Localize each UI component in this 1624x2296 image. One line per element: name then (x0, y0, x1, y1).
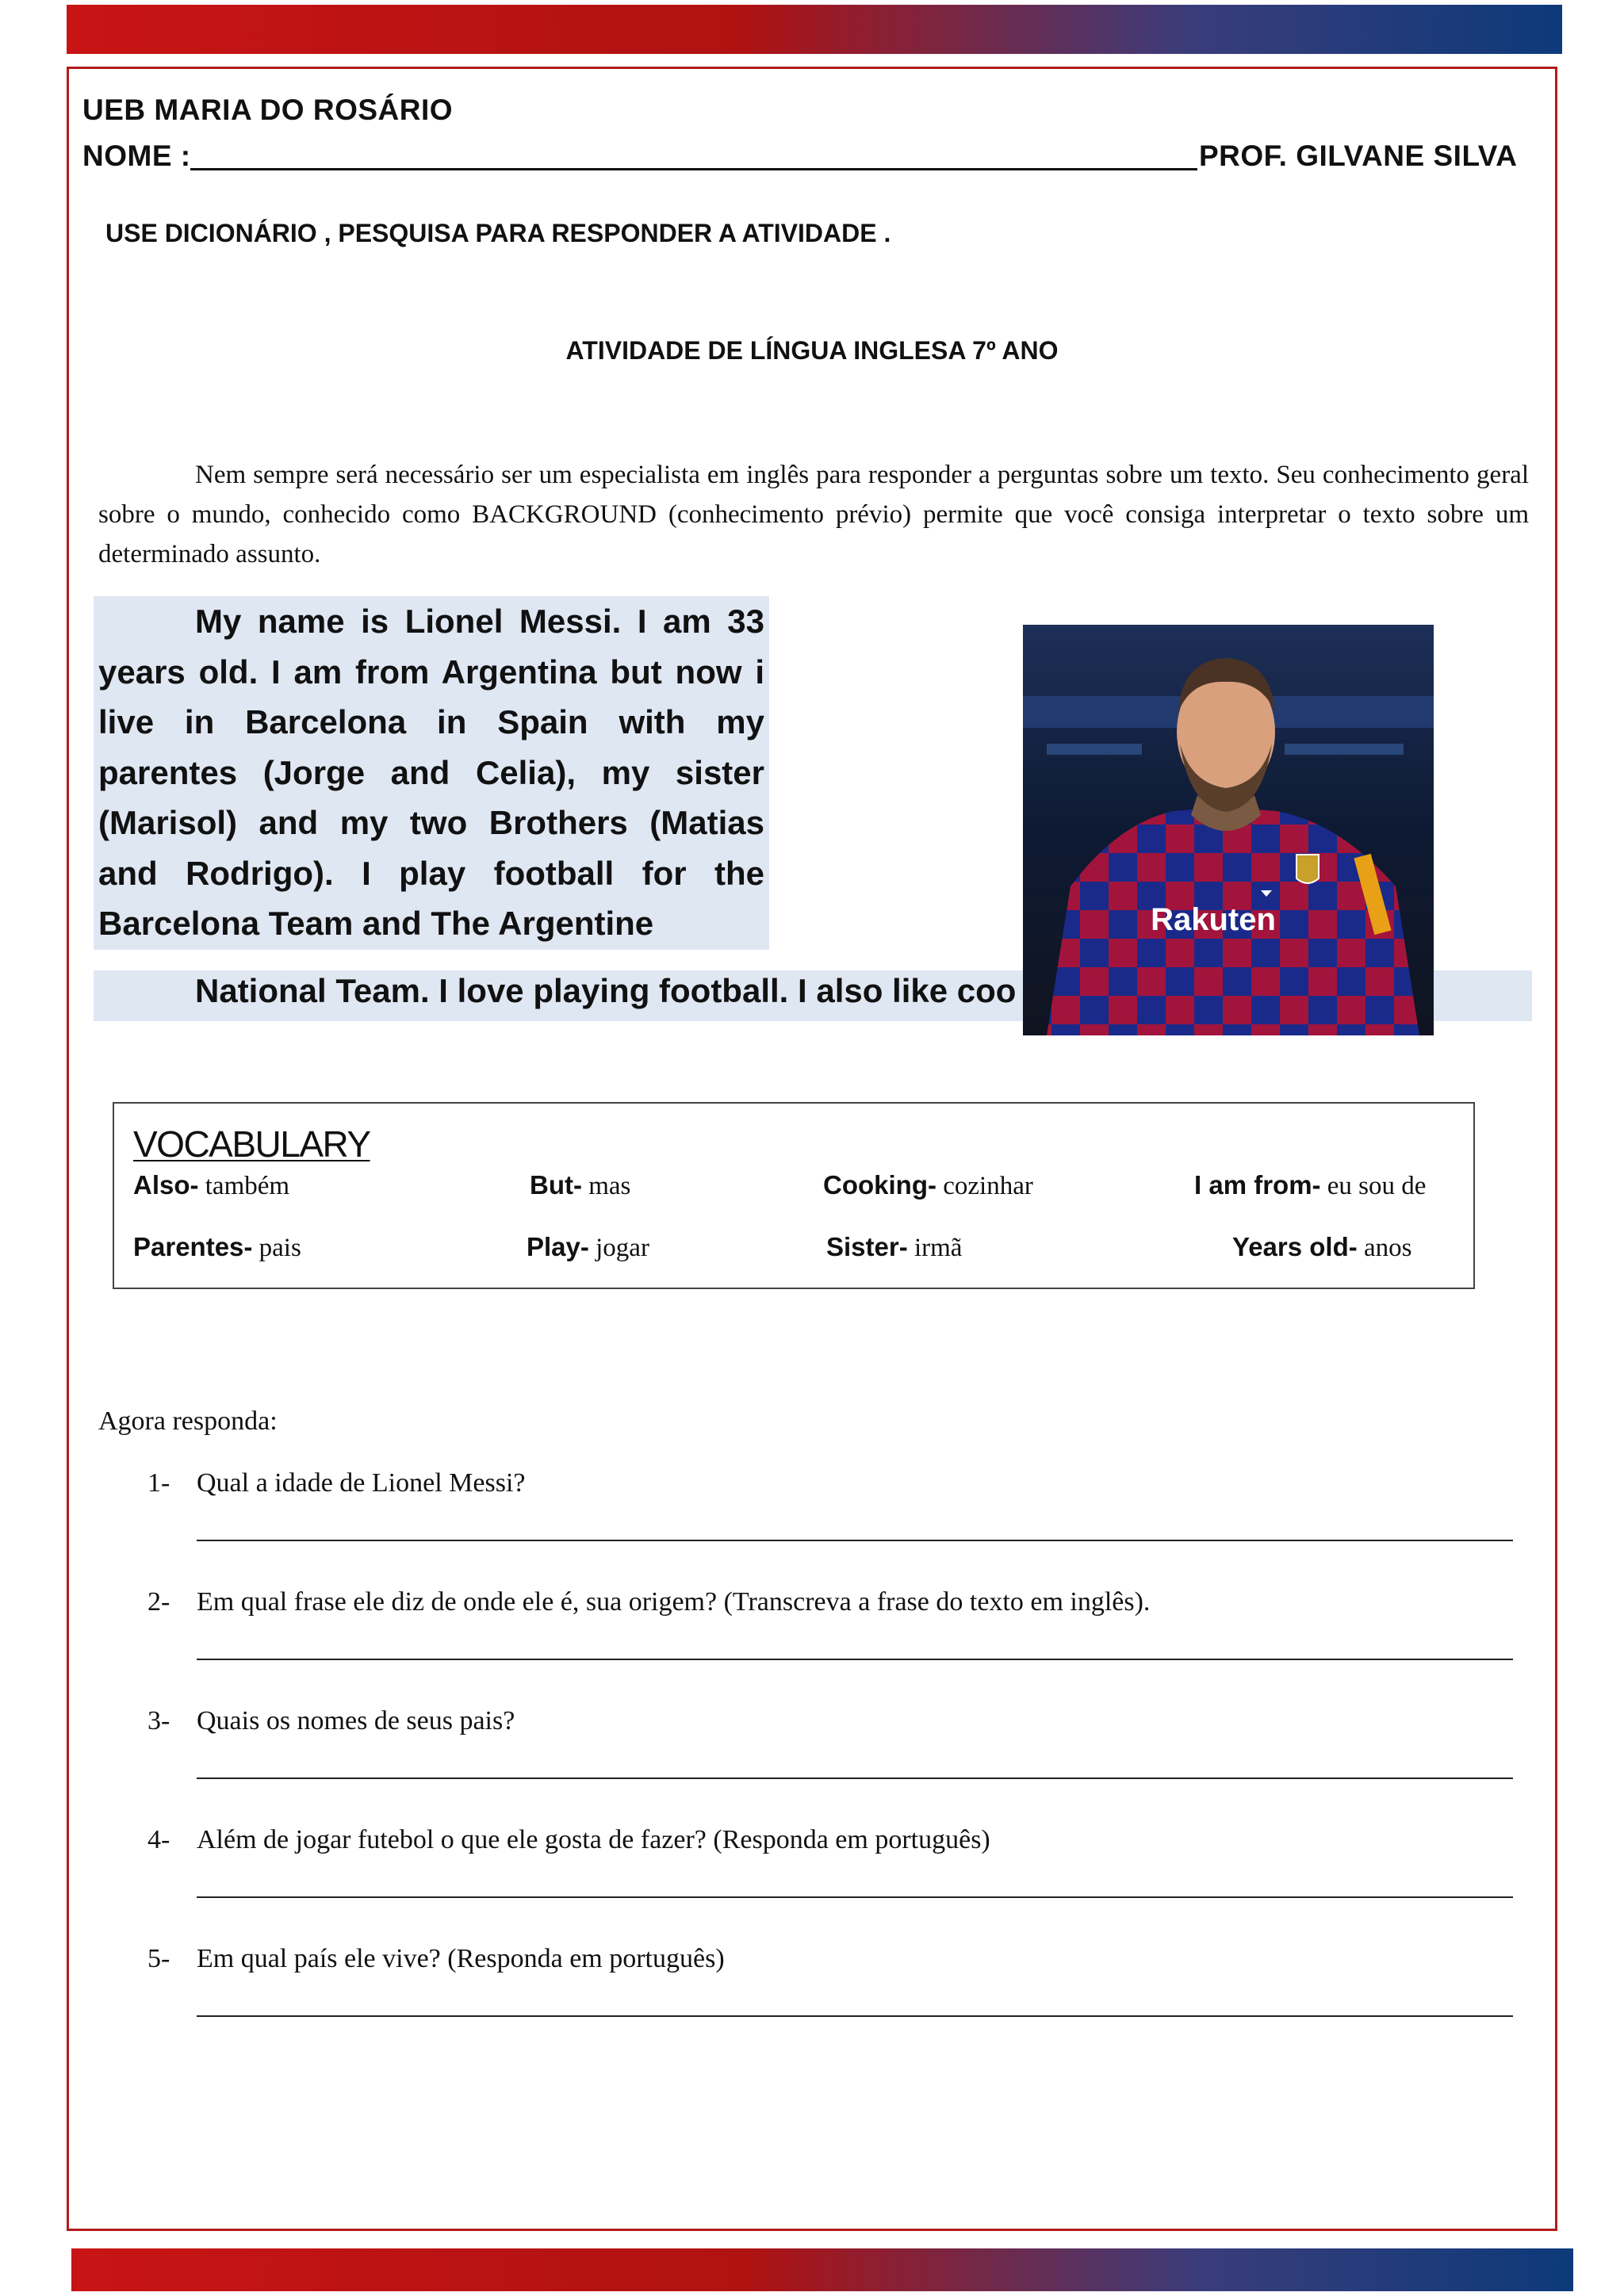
bottom-banner (71, 2248, 1573, 2291)
answer-line-1[interactable] (197, 1540, 1513, 1541)
story-continuation: National Team. I love playing football. I also like coo (195, 972, 1017, 1009)
vocab-item: Years old- anos (1232, 1232, 1412, 1262)
vocabulary-title: VOCABULARY (133, 1123, 370, 1165)
name-input-line[interactable] (190, 168, 1197, 170)
answer-line-2[interactable] (197, 1659, 1513, 1660)
questions-prompt: Agora responda: (98, 1406, 278, 1436)
vocab-item: I am from- eu sou de (1194, 1170, 1427, 1200)
vocab-item: But- mas (530, 1170, 631, 1200)
top-banner (67, 5, 1562, 54)
vocab-item: Play- jogar (527, 1232, 649, 1262)
page-title: ATIVIDADE DE LÍNGUA INGLESA 7º ANO (565, 336, 1059, 365)
vocabulary-box (113, 1102, 1475, 1289)
vocab-item: Parentes- pais (133, 1232, 301, 1262)
intro-paragraph: Nem sempre será necessário ser um especialista em inglês para responder a perguntas sobre um texto. Seu conhecimento geral sobre o mundo, conhecido como BACKGROUND (conhecimento prévio) permite que você consiga interpretar o texto sobre um determinado assunto. (98, 461, 1529, 568)
teacher-name: PROF. GILVANE SILVA (1199, 140, 1518, 172)
vocab-item: Sister- irmã (826, 1232, 963, 1262)
answer-line-5[interactable] (197, 2015, 1513, 2017)
name-label: NOME : (82, 140, 191, 172)
school-name: UEB MARIA DO ROSÁRIO (82, 94, 454, 126)
story-paragraph: My name is Lionel Messi. I am 33 years old. I am from Argentina but now i live in Barcelona in Spain with my parentes (Jorge and Celia), my sister (Marisol) and my two Brothers (Matias and Rodrigo). I play football for the Barcelona Team and The Argentine (98, 603, 764, 942)
vocab-item: Also- também (133, 1170, 290, 1200)
instruction: USE DICIONÁRIO , PESQUISA PARA RESPONDER A ATIVIDADE . (105, 219, 891, 247)
messi-photo (1023, 625, 1434, 1035)
answer-line-4[interactable] (197, 1896, 1513, 1898)
photo-sponsor-logo: Rakuten (1151, 902, 1276, 937)
answer-line-3[interactable] (197, 1777, 1513, 1779)
vocab-item: Cooking- cozinhar (823, 1170, 1033, 1200)
